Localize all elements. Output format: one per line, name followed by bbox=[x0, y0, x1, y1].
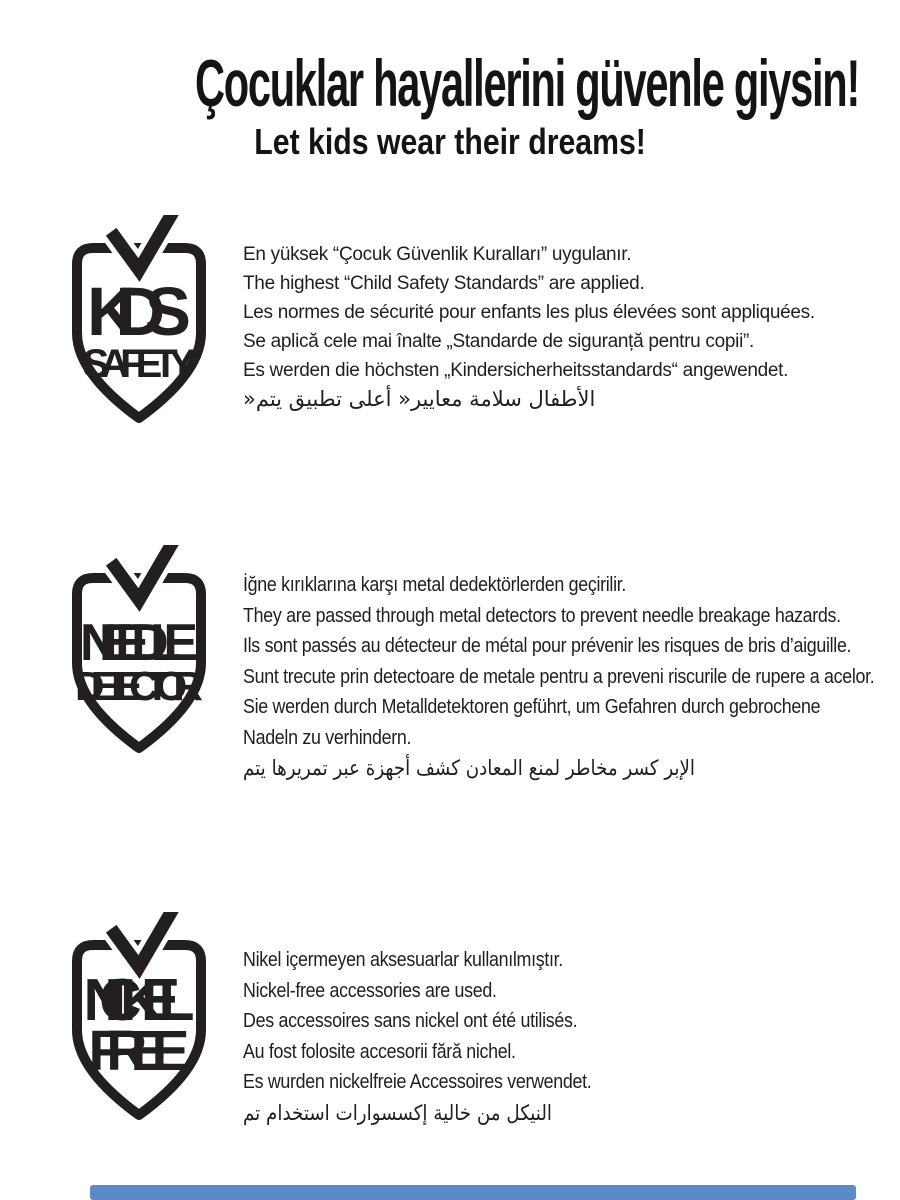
page-subtitle-text: Let kids wear their dreams! bbox=[254, 121, 646, 162]
info-line: En yüksek “Çocuk Güvenlik Kuralları” uygulanır. bbox=[243, 244, 632, 265]
badge-label-line1: NEEDLE bbox=[80, 614, 198, 672]
info-line: Nickel-free accessories are used. bbox=[243, 978, 497, 1002]
kids-safety-text-block bbox=[243, 240, 893, 414]
badge-label-line1: KIDS bbox=[87, 273, 191, 350]
info-line: Au fost folosite accesorii fără nichel. bbox=[243, 1039, 516, 1063]
info-line: Nikel içermeyen aksesuarlar kullanılmıştır. bbox=[243, 948, 563, 971]
page-title bbox=[0, 48, 900, 118]
info-line-arabic: النيكل من خالية إكسسوارات استخدام تم bbox=[243, 1100, 552, 1125]
badge-label-line1: NICKEL bbox=[83, 967, 195, 1033]
info-line: Les normes de sécurité pour enfants les plus élevées sont appliquées. bbox=[243, 302, 815, 323]
nickel-free-badge bbox=[64, 912, 214, 1137]
page-subtitle bbox=[0, 122, 900, 162]
info-line: Des accessoires sans nickel ont été utilisés. bbox=[243, 1009, 578, 1032]
badge-label-line2: SAFETY bbox=[82, 342, 196, 386]
info-line: The highest “Child Safety Standards” are applied. bbox=[243, 273, 645, 294]
page-title-text: Çocuklar hayallerini güvenle giysin! bbox=[194, 46, 860, 120]
info-line: Ils sont passés au détecteur de métal pour prévenir les risques de bris d’aiguille. bbox=[243, 634, 852, 657]
info-line: Nadeln zu verhindern. bbox=[243, 725, 412, 749]
horizontal-scrollbar-thumb[interactable] bbox=[90, 1185, 856, 1200]
info-line: Sunt trecute prin detectoare de metale pentru a preveni riscurile de rupere a acelor. bbox=[243, 664, 875, 688]
info-line: İğne kırıklarına karşı metal dedektörlerden geçirilir. bbox=[243, 573, 627, 596]
info-line: Se aplică cele mai înalte „Standarde de siguranță pentru copii”. bbox=[243, 331, 755, 352]
badge-label-line2: FREE bbox=[88, 1019, 190, 1083]
info-line: Es wurden nickelfreie Accessoires verwendet. bbox=[243, 1070, 592, 1093]
kids-safety-badge bbox=[64, 215, 214, 440]
info-line: Es werden die höchsten „Kindersicherheitsstandards“ angewendet. bbox=[243, 360, 789, 381]
info-line-arabic: الإبر كسر مخاطر لمنع المعادن كشف أجهزة عبر تمريرها يتم bbox=[243, 756, 695, 780]
info-line: They are passed through metal detectors to prevent needle breakage hazards. bbox=[243, 603, 841, 627]
needle-detector-text-block bbox=[243, 570, 887, 784]
needle-detector-badge bbox=[64, 545, 214, 770]
info-line: Sie werden durch Metalldetektoren geführt, um Gefahren durch gebrochene bbox=[243, 695, 821, 718]
badge-label-line2: DETECTOR bbox=[75, 663, 203, 709]
nickel-free-text-block bbox=[243, 945, 887, 1128]
info-line-arabic: الأطفال سلامة معايير« أعلى تطبيق يتم« bbox=[243, 387, 596, 411]
